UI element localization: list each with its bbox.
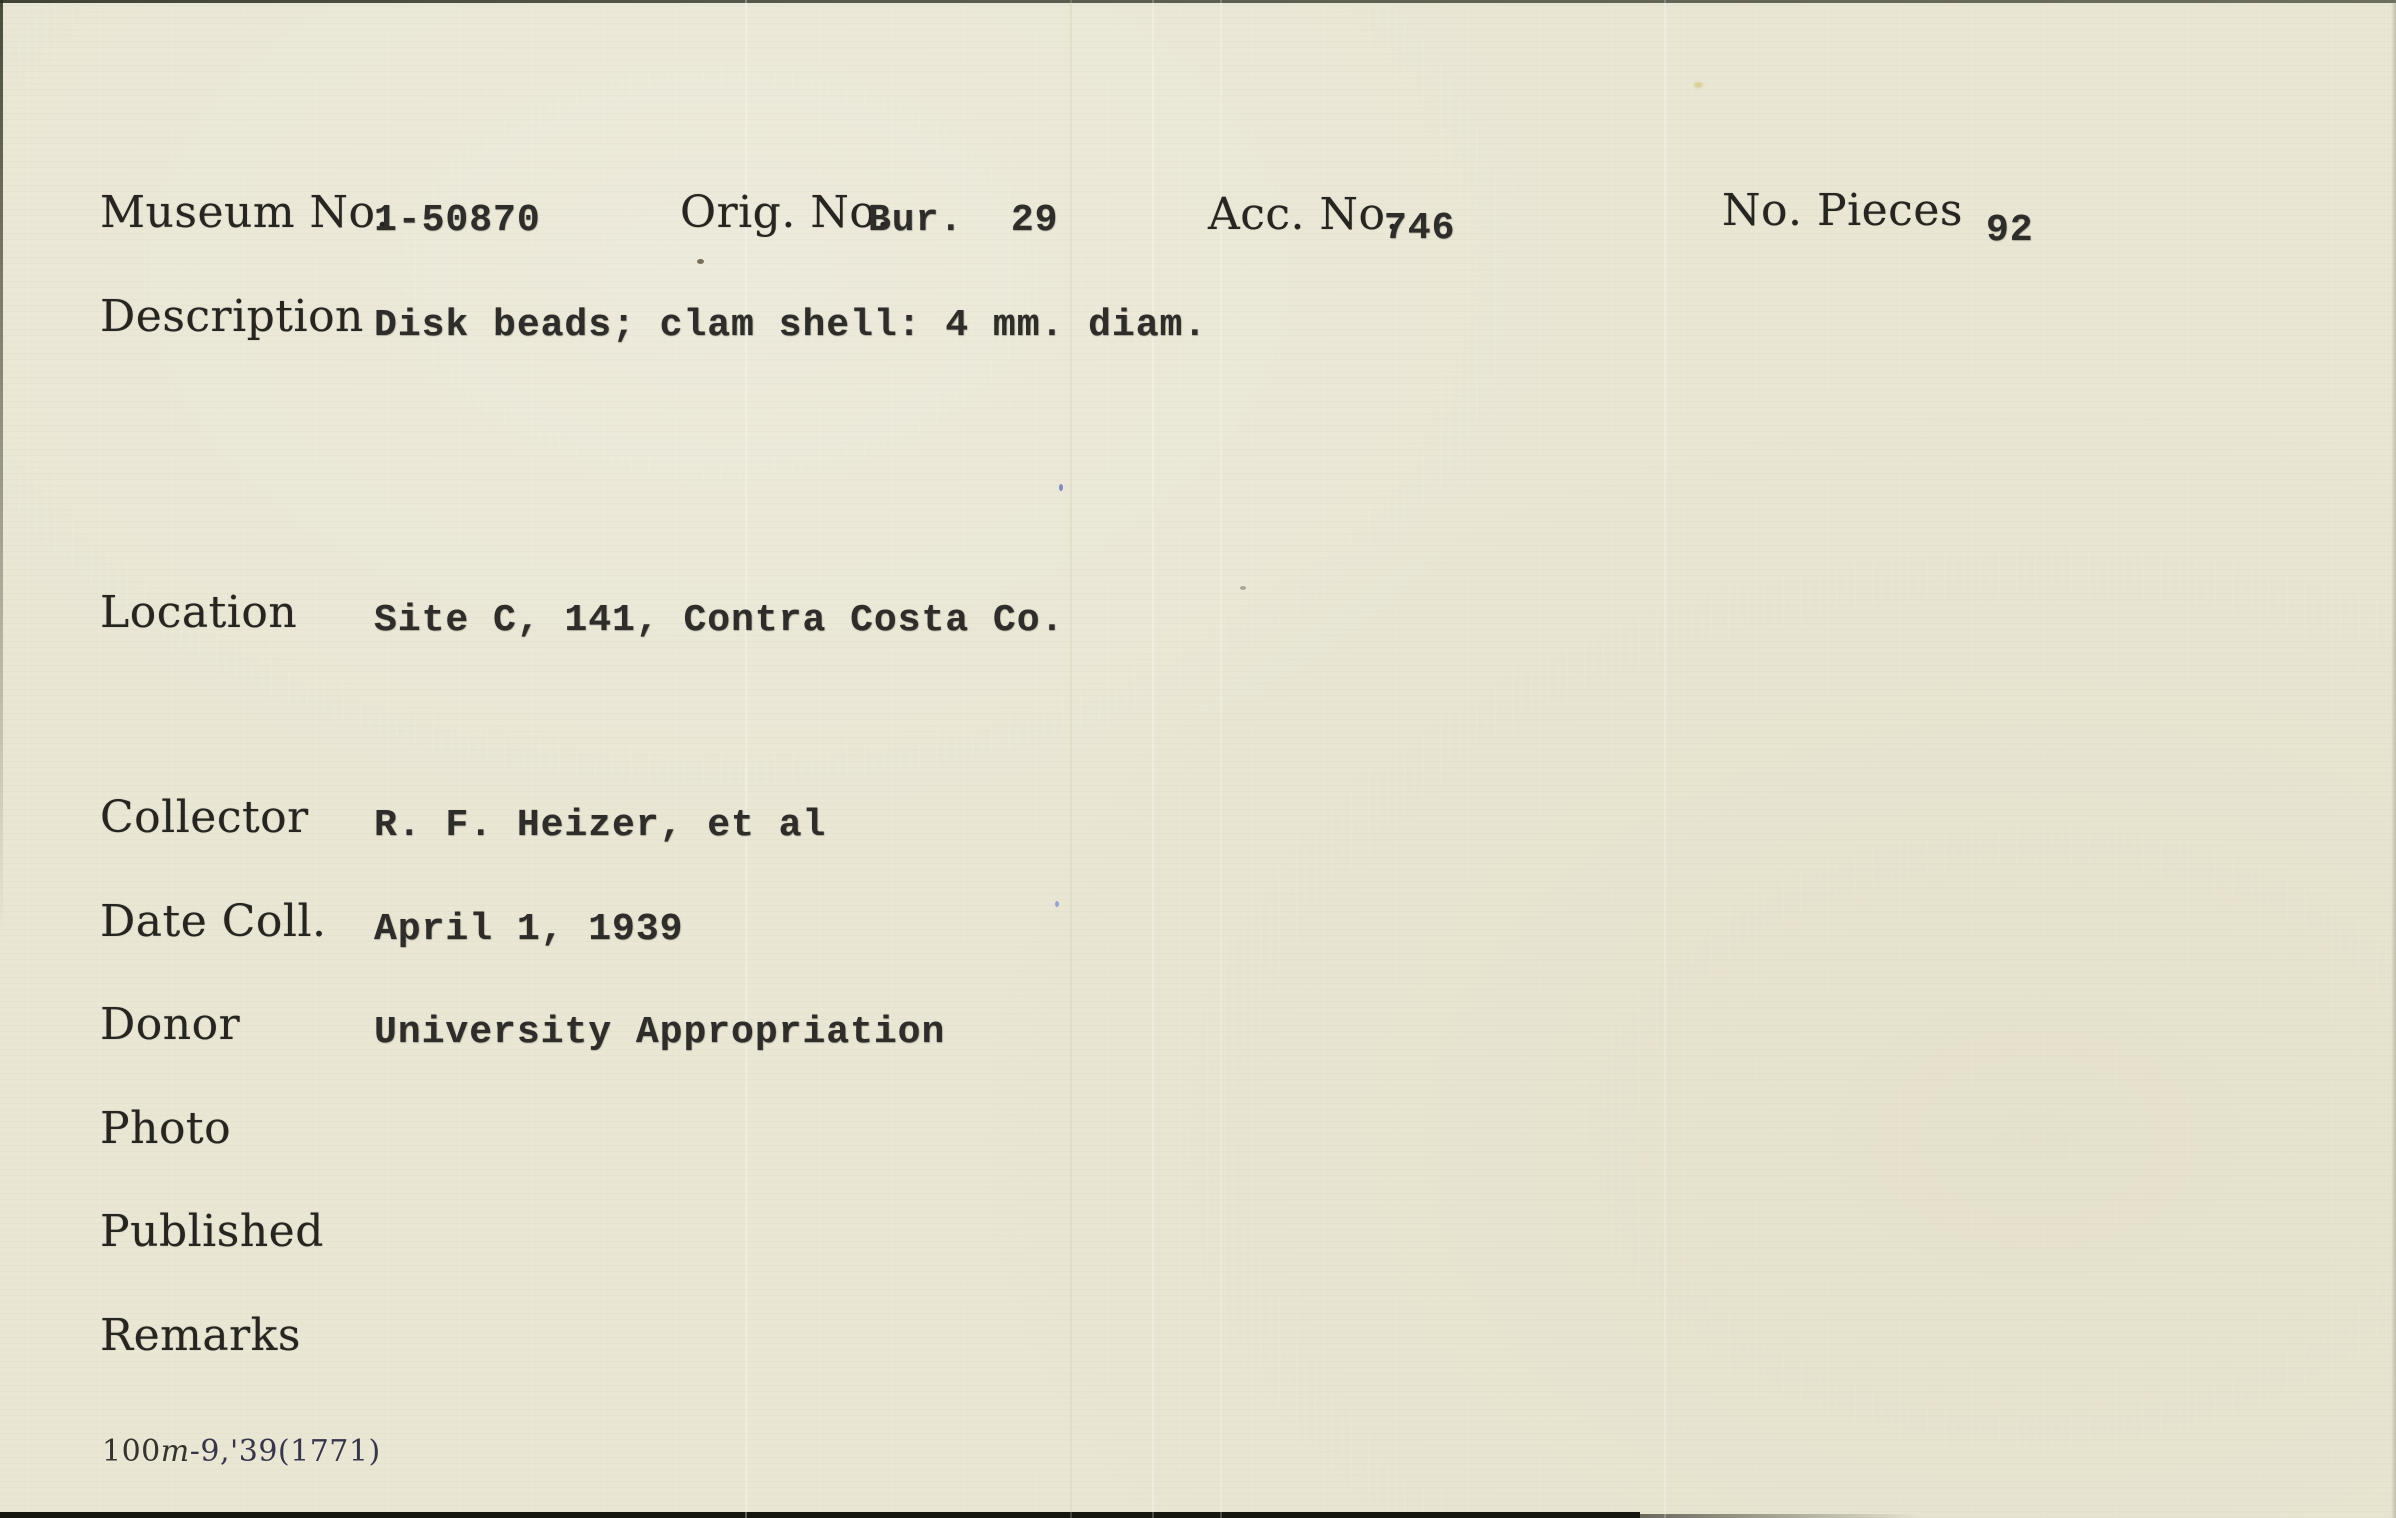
paper-speck [1059, 484, 1063, 491]
published-label: Published [100, 1206, 324, 1257]
paper-crease [1664, 0, 1666, 1518]
paper-speck [1055, 901, 1059, 907]
paper-crease [1070, 0, 1072, 1518]
scan-edge-right [2391, 0, 2396, 1518]
collector-value: R. F. Heizer, et al [374, 804, 827, 847]
print-code [102, 1434, 381, 1470]
donor-value: University Appropriation [374, 1011, 946, 1054]
donor-label: Donor [100, 999, 241, 1050]
paper-speck [1240, 586, 1246, 590]
scan-edge-bottom-fade [1640, 1514, 1920, 1518]
acc-no-label: Acc. No. [1208, 189, 1401, 240]
scan-edge-top [0, 0, 2396, 3]
orig-no-label: Orig. No. [680, 187, 891, 238]
museum-no-label: Museum No. [100, 187, 391, 238]
paper-speck [697, 259, 704, 264]
description-value: Disk beads; clam shell: 4 mm. diam. [374, 304, 1208, 347]
no-pieces-value: 92 [1986, 209, 2034, 252]
date-coll-label: Date Coll. [100, 896, 327, 947]
museum-no-value: 1-50870 [374, 199, 541, 242]
acc-no-value: 746 [1384, 207, 1456, 250]
orig-no-value: Bur. 29 [868, 199, 1059, 242]
remarks-label: Remarks [100, 1310, 301, 1361]
print-code-pre: 100 [102, 1434, 161, 1469]
description-label: Description [100, 291, 364, 342]
scan-edge-left [0, 0, 3, 941]
location-value: Site C, 141, Contra Costa Co. [374, 599, 1065, 642]
date-coll-value: April 1, 1939 [374, 908, 684, 951]
photo-label: Photo [100, 1103, 232, 1154]
scan-edge-bottom [0, 1512, 1640, 1518]
collector-label: Collector [100, 792, 309, 843]
location-label: Location [100, 587, 298, 638]
print-code-post: -9,'39(1771) [189, 1434, 381, 1469]
print-code-m: m [160, 1434, 190, 1469]
no-pieces-label: No. Pieces [1722, 185, 1963, 236]
paper-crease [1152, 0, 1154, 1518]
paper-speck [1694, 82, 1703, 88]
